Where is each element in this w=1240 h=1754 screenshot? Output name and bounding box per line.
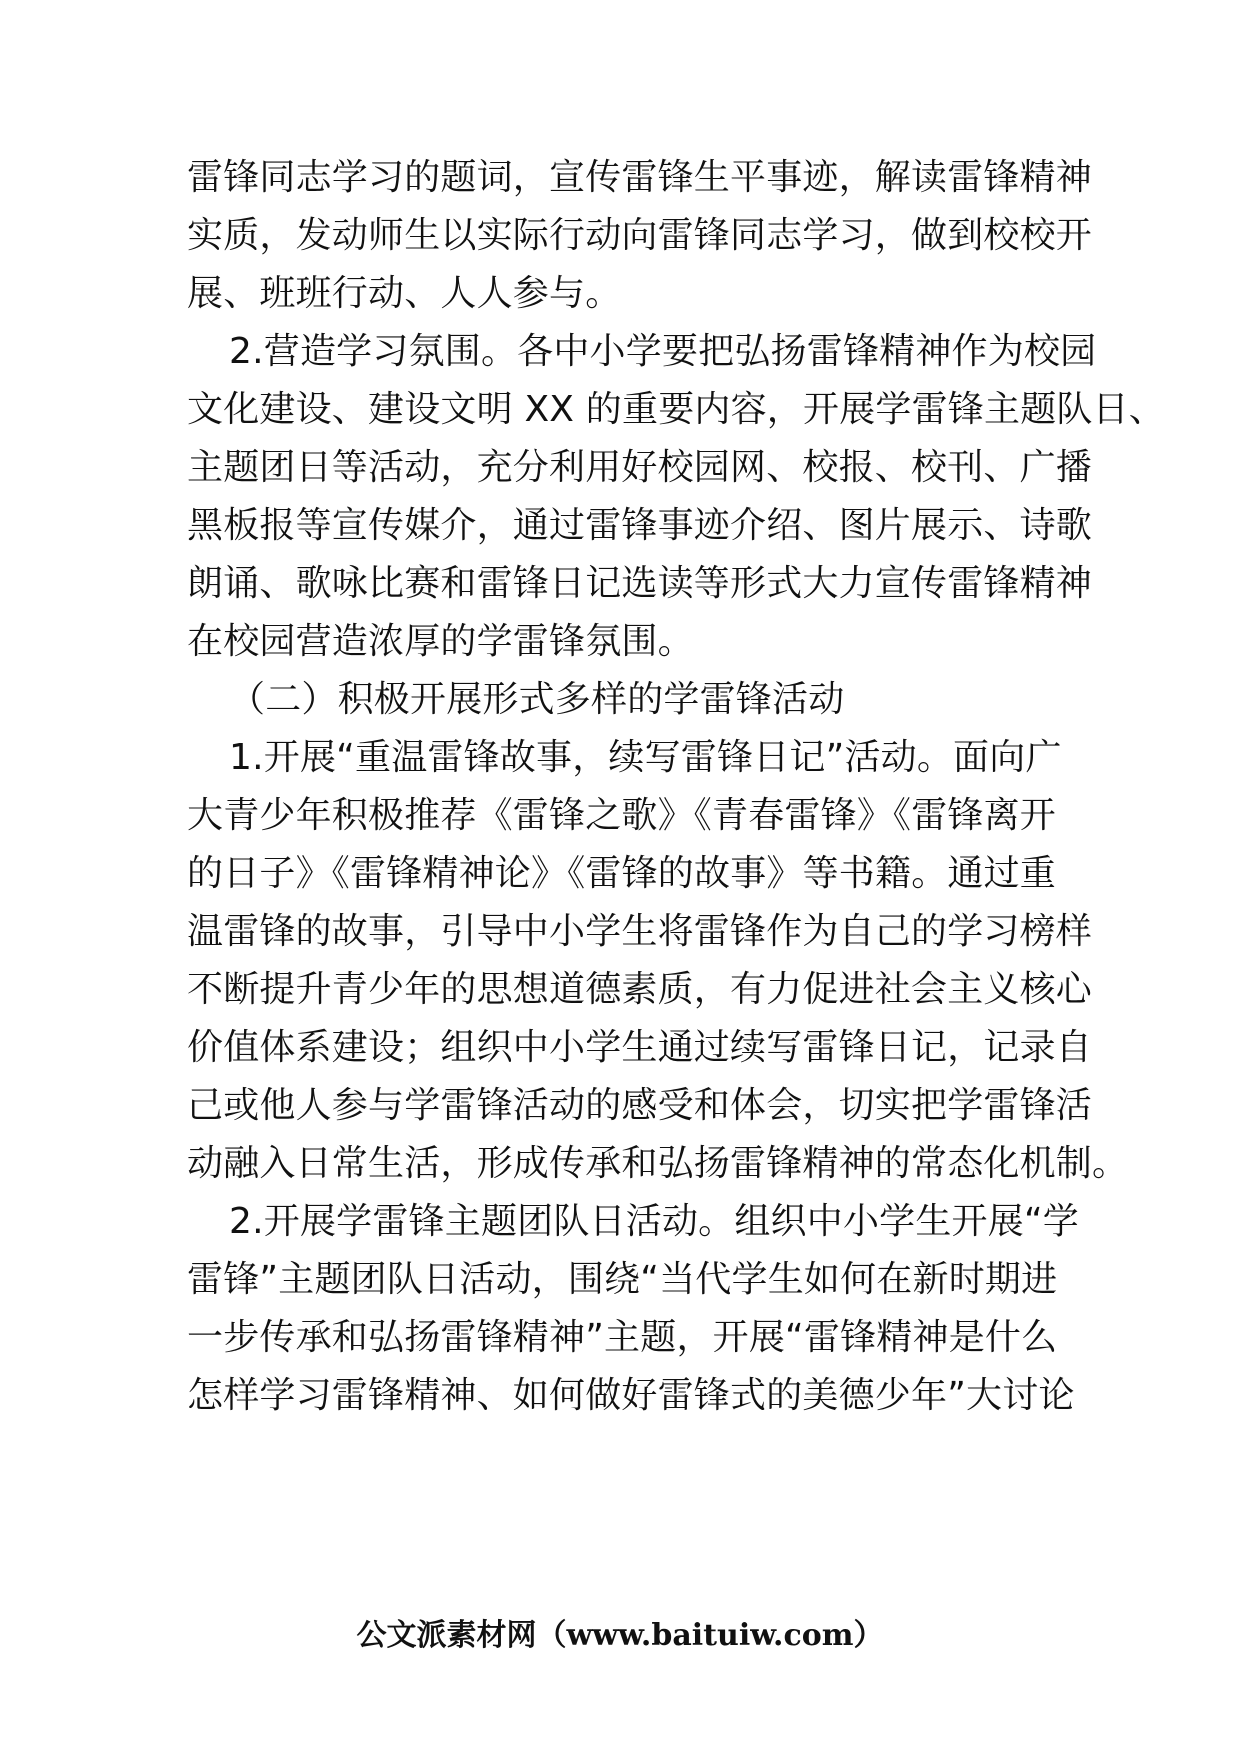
body-text-line: 己或他人参与学雷锋活动的感受和体会，切实把学雷锋活 (187, 1085, 1093, 1126)
body-text-line: 展、班班行动、人人参与。 (187, 273, 622, 314)
body-text-line: 雷锋”主题团队日活动，围绕“当代学生如何在新时期进 (187, 1259, 1058, 1300)
body-text-line: 在校园营造浓厚的学雷锋氛围。 (187, 621, 694, 662)
body-text-line: 主题团日等活动，充分利用好校园网、校报、校刊、广播 (187, 447, 1093, 488)
body-text-line: 黑板报等宣传媒介，通过雷锋事迹介绍、图片展示、诗歌 (187, 505, 1093, 546)
body-text-line: 1.开展“重温雷锋故事，续写雷锋日记”活动。面向广 (229, 737, 1062, 778)
body-text-line: 文化建设、建设文明 XX 的重要内容，开展学雷锋主题队日、 (187, 389, 1166, 430)
body-text-line: 2.营造学习氛围。各中小学要把弘扬雷锋精神作为校园 (229, 331, 1097, 372)
section-heading: （二）积极开展形式多样的学雷锋活动 (229, 679, 845, 720)
body-text-line: 温雷锋的故事，引导中小学生将雷锋作为自己的学习榜样 (187, 911, 1093, 952)
body-text-line: 怎样学习雷锋精神、如何做好雷锋式的美德少年”大讨论 (187, 1375, 1075, 1416)
body-text-line: 雷锋同志学习的题词，宣传雷锋生平事迹，解读雷锋精神 (187, 157, 1093, 198)
body-text-line: 一步传承和弘扬雷锋精神”主题，开展“雷锋精神是什么 (187, 1317, 1058, 1358)
body-text-line: 朗诵、歌咏比赛和雷锋日记选读等形式大力宣传雷锋精神 (187, 563, 1093, 604)
footer-watermark: 公文派素材网（www.baituiw.com） (356, 1618, 884, 1653)
body-text-line: 2.开展学雷锋主题团队日活动。组织中小学生开展“学 (229, 1201, 1079, 1242)
body-text-line: 不断提升青少年的思想道德素质，有力促进社会主义核心 (187, 969, 1093, 1010)
body-text-line: 实质，发动师生以实际行动向雷锋同志学习，做到校校开 (187, 215, 1093, 256)
body-text-line: 的日子》《雷锋精神论》《雷锋的故事》等书籍。通过重 (187, 853, 1057, 894)
body-text-line: 价值体系建设；组织中小学生通过续写雷锋日记，记录自 (187, 1027, 1093, 1068)
body-text-line: 大青少年积极推荐《雷锋之歌》《青春雷锋》《雷锋离开 (187, 795, 1057, 836)
body-text-line: 动融入日常生活，形成传承和弘扬雷锋精神的常态化机制。 (187, 1143, 1129, 1184)
